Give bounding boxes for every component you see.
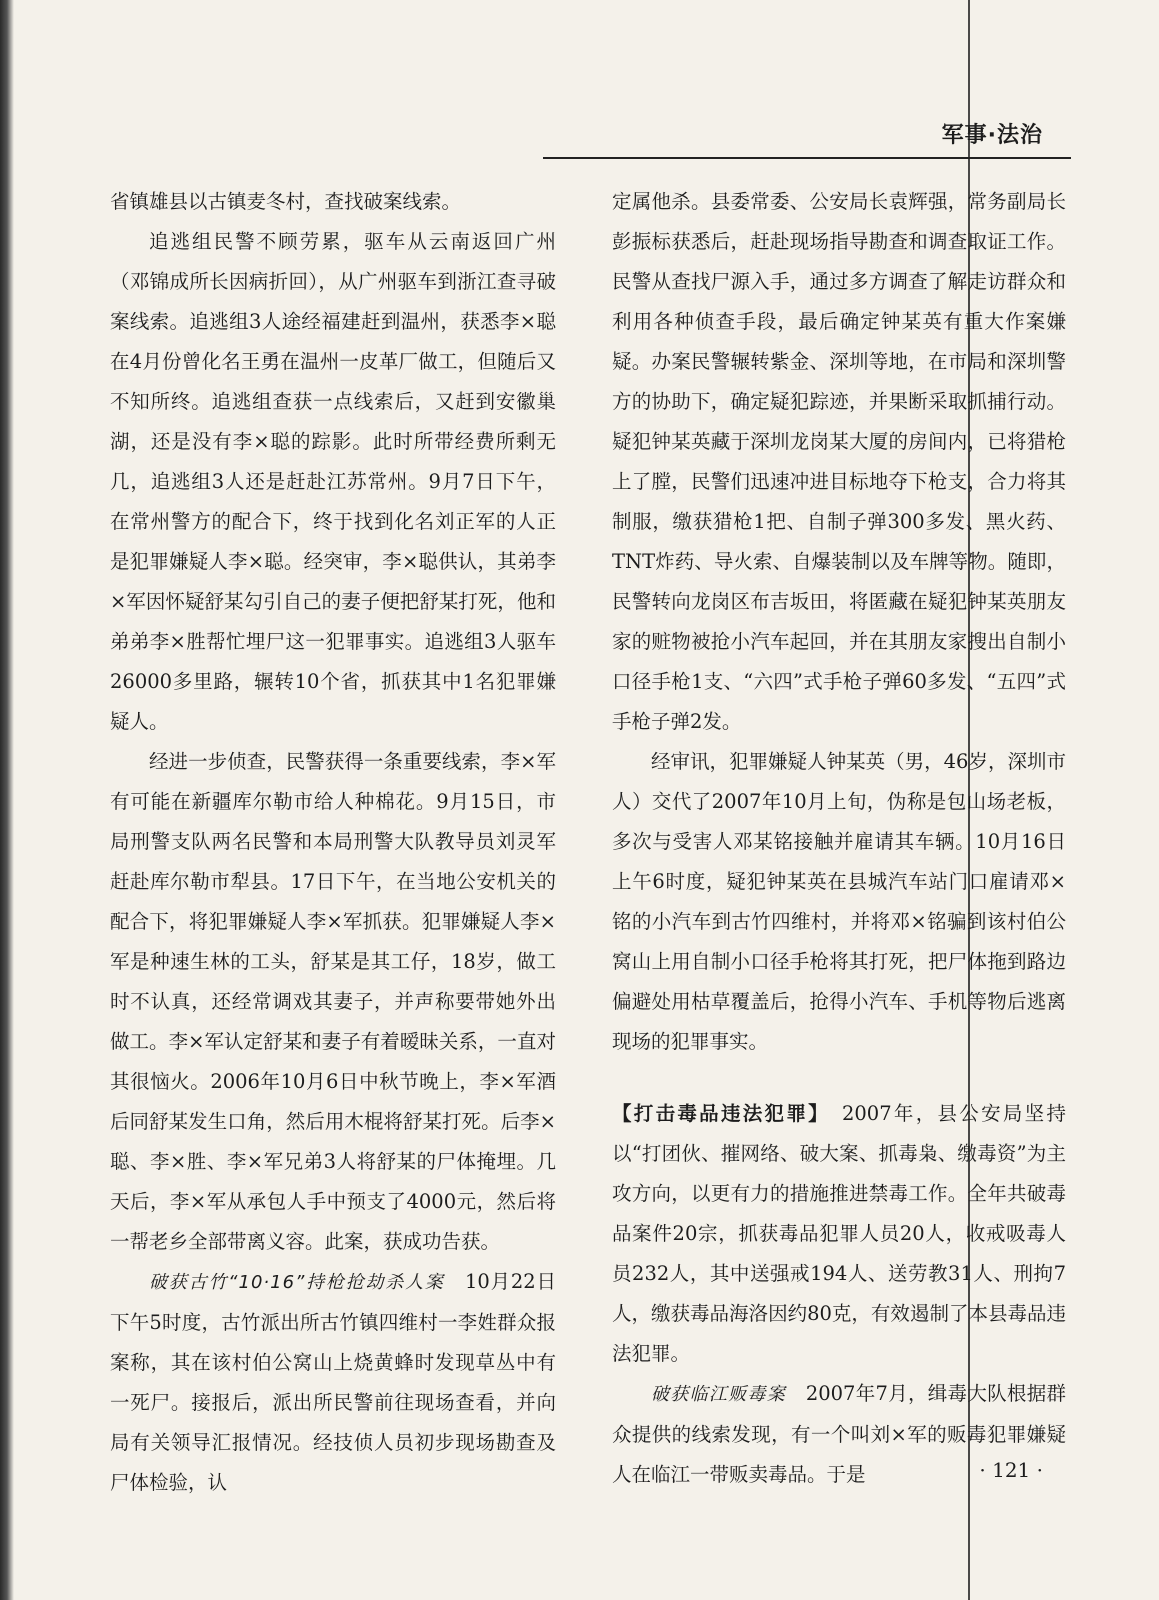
paragraph: 经审讯，犯罪嫌疑人钟某英（男，46岁，深圳市人）交代了2007年10月上旬，伪称是包山场老板，多次与受害人邓某铭接触并雇请其车辆。10月16日上午6时度，疑犯钟某英在县城汽车站门口雇请邓×铭的小汽车到古竹四维村，并将邓×铭骗到该村伯公窝山上用自制小口径手枪将其打死，把尸体拖到路边偏避处用枯草覆盖后，抢得小汽车、手机等物后逃离现场的犯罪事实。 (612, 750, 1066, 1053)
paragraph: 追逃组民警不顾劳累，驱车从云南返回广州（邓锦成所长因病折回），从广州驱车到浙江查寻破案线索。追逃组3人途经福建赶到温州，获悉李×聪在4月份曾化名王勇在温州一皮革厂做工，但随后又不知所终。追逃组查获一点线索后，又赶到安徽巢湖，还是没有李×聪的踪影。此时所带经费所剩无几，追逃组3人还是赶赴江苏常州。9月7日下午，在常州警方的配合下，终于找到化名刘正军的人正是犯罪嫌疑人李×聪。经突审，李×聪供认，其弟李×军因怀疑舒某勾引自己的妻子便把舒某打死，他和弟弟李×胜帮忙埋尸这一犯罪事实。追逃组3人驱车26000多里路，辗转10个省，抓获其中1名犯罪嫌疑人。 (110, 230, 556, 733)
paragraph (110, 1262, 556, 1503)
paragraph: 经进一步侦查，民警获得一条重要线索，李×军有可能在新疆库尔勒市给人种棉花。9月15日，市局刑警支队两名民警和本局刑警大队教导员刘灵军赶赴库尔勒市犁县。17日下午，在当地公安机关的配合下，将犯罪嫌疑人李×军抓获。犯罪嫌疑人李×军是种速生林的工头，舒某是其工仔，18岁，做工时不认真，还经常调戏其妻子，并声称要带她外出做工。李×军认定舒某和妻子有着暧昧关系，一直对其很恼火。2006年10月6日中秋节晚上，李×军酒后同舒某发生口角，然后用木棍将舒某打死。后李×聪、李×胜、李×军兄弟3人将舒某的尸体掩埋。几天后，李×军从承包人手中预支了4000元，然后将一帮老乡全部带离义容。此案，获成功告获。 (110, 750, 556, 1253)
paragraph: 定属他杀。县委常委、公安局长袁辉强，常务副局长彭振标获悉后，赶赴现场指导勘查和调查取证工作。民警从查找尸源入手，通过多方调查了解走访群众和利用各种侦查手段，最后确定钟某英有重大作案嫌疑。办案民警辗转紫金、深圳等地，在市局和深圳警方的协助下，确定疑犯踪迹，并果断采取抓捕行动。疑犯钟某英藏于深圳龙岗某大厦的房间内，已将猎枪上了膛，民警们迅速冲进目标地夺下枪支，合力将其制服，缴获猎枪1把、自制子弹300多发、黑火药、TNT炸药、导火索、自爆装制以及车牌等物。随即，民警转向龙岗区布吉坂田，将匿藏在疑犯钟某英朋友家的赃物被抢小汽车起回，并在其朋友家搜出自制小口径手枪1支、“六四”式手枪子弹60多发、“五四”式手枪子弹2发。 (612, 190, 1066, 733)
right-column (612, 182, 1066, 1495)
page-number: · 121 · (979, 1458, 1043, 1482)
left-column (110, 182, 556, 1503)
section-body: 2007年，县公安局坚持以“打团伙、摧网络、破大案、抓毒枭、缴毒资”为主攻方向，以更有力的措施推进禁毒工作。全年共破毒品案件20宗，抓获毒品犯罪人员20人，收戒吸毒人员232人，其中送强戒194人、送劳教31人、刑拘7人，缴获毒品海洛因约80克，有效遏制了本县毒品违法犯罪。 (612, 1102, 1066, 1365)
case-body: 10月22日下午5时度，古竹派出所古竹镇四维村一李姓群众报案称，其在该村伯公窝山上烧黄蜂时发现草丛中有一死尸。接报后，派出所民警前往现场查看，并向局有关领导汇报情况。经技侦人员初步现场勘查及尸体检验，认 (110, 1270, 556, 1494)
case-title: 破获古竹“10·16”持枪抢劫杀人案 (149, 1272, 445, 1293)
section-header: 军事·法治 (941, 123, 1043, 148)
case-title: 破获临江贩毒案 (651, 1384, 787, 1405)
paragraph: 省镇雄县以古镇麦冬村，查找破案线索。 (110, 190, 462, 213)
header-rule (543, 157, 1071, 159)
paragraph (612, 1094, 1066, 1374)
scan-shadow-left (0, 0, 14, 1600)
section-heading: 【打击毒品违法犯罪】 (612, 1102, 821, 1125)
case-body: 2007年7月，缉毒大队根据群众提供的线索发现，有一个叫刘×军的贩毒犯罪嫌疑人在临江一带贩卖毒品。于是 (612, 1382, 1066, 1486)
